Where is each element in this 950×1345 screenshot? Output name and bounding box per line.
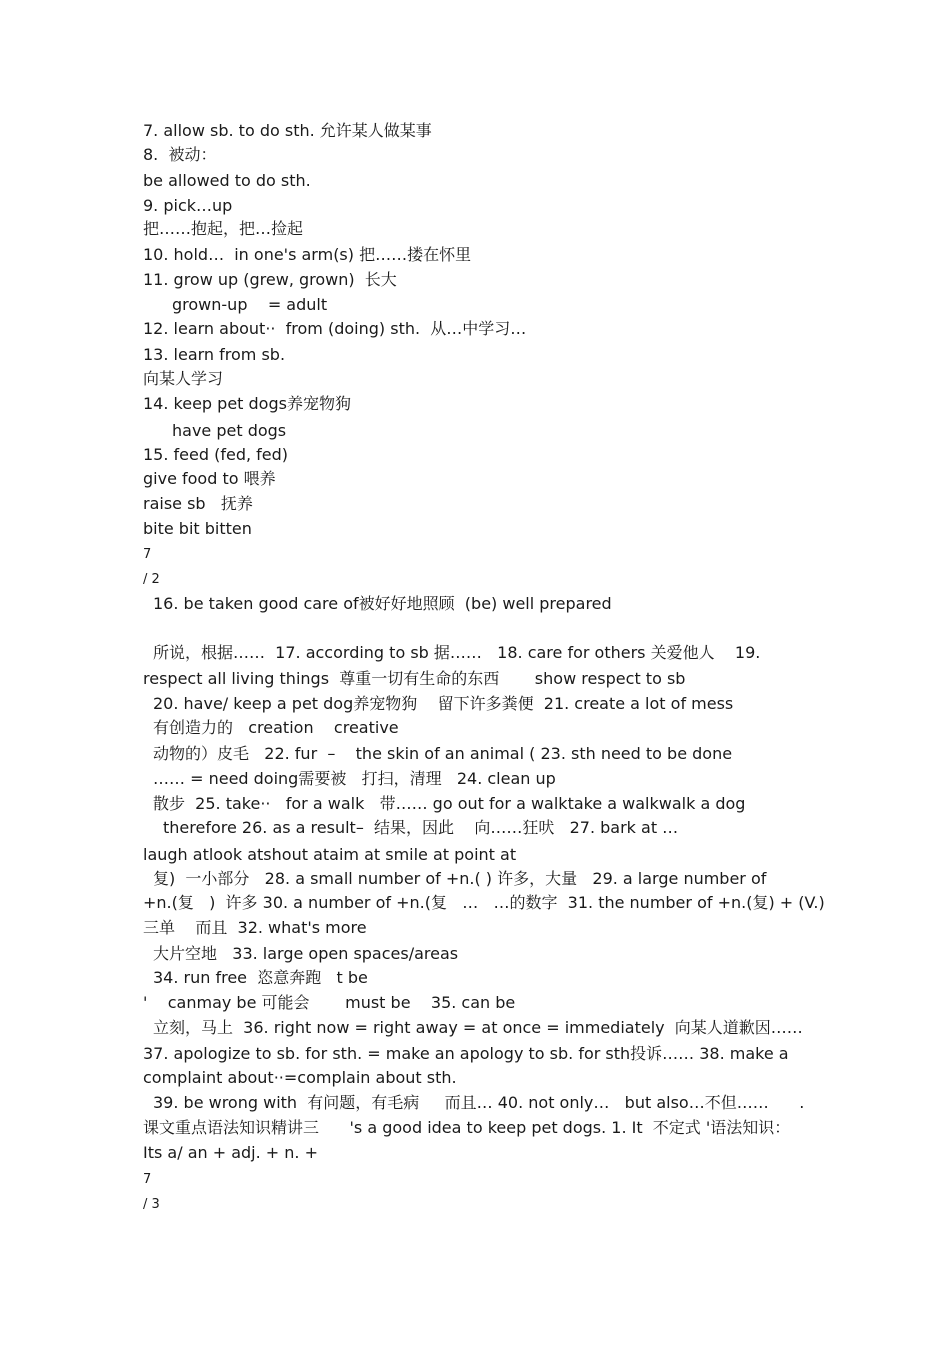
vocab-line: grown-up = adult <box>172 295 328 314</box>
vocab-line-12: 12. learn about·· from (doing) sth. 从…中学习… <box>143 319 527 338</box>
vocab-line-7: 7. allow sb. to do sth. 允许某人做某事 <box>143 121 432 140</box>
vocab-line-26-27: therefore 26. as a result– 结果，因此 向……狂吠 27. bark at … <box>163 818 679 837</box>
vocab-line: bite bit bitten <box>143 519 252 538</box>
vocab-line-24: …… = need doing需要被 打扫，清理 24. clean up <box>153 769 556 788</box>
vocab-line: 把……抱起，把…捡起 <box>143 219 304 238</box>
vocab-line: be allowed to do sth. <box>143 171 311 190</box>
vocab-line-11: 11. grow up (grew, grown) 长大 <box>143 270 397 289</box>
vocab-line-34: 34. run free 恣意奔跑 t be <box>153 968 368 987</box>
vocab-line-36: 立刻，马上 36. right now = right away = at once = immediately 向某人道歉因…… <box>153 1018 803 1037</box>
vocab-line: complaint about··=complain about sth. <box>143 1068 457 1087</box>
vocab-line-25: 散步 25. take·· for a walk 带…… go out for a walktake a walkwalk a dog <box>153 794 746 813</box>
vocab-line: 向某人学习 <box>143 369 224 388</box>
page-number: 7 <box>143 1172 152 1187</box>
page-number: / 2 <box>143 572 160 587</box>
vocab-line-35: ' canmay be 可能会 must be 35. can be <box>143 993 516 1012</box>
vocab-line-15: 15. feed (fed, fed) <box>143 445 289 464</box>
vocab-line-20-21: 20. have/ keep a pet dog养宠物狗 留下许多粪便 21. create a lot of mess <box>153 694 734 713</box>
vocab-line-14: 14. keep pet dogs养宠物狗 <box>143 394 351 413</box>
vocab-line-28-29: 复) 一小部分 28. a small number of +n.( ) 许多，大量 29. a large number of <box>153 869 767 888</box>
vocab-line-10: 10. hold… in one's arm(s) 把……搂在怀里 <box>143 245 472 264</box>
vocab-line-17-19: 所说，根据…… 17. according to sb 据…… 18. care for others 关爱他人 19. <box>153 643 761 662</box>
vocab-line: give food to 喂养 <box>143 469 276 488</box>
grammar-heading-line: 课文重点语法知识精讲三 's a good idea to keep pet dogs. 1. It 不定式 '语法知识： <box>143 1118 791 1137</box>
vocab-line: laugh atlook atshout ataim at smile at point at <box>143 845 517 864</box>
vocab-line: have pet dogs <box>172 421 287 440</box>
vocab-line: respect all living things 尊重一切有生命的东西 show respect to sb <box>143 669 686 688</box>
vocab-line: raise sb 抚养 <box>143 494 253 513</box>
vocab-line-39-40: 39. be wrong with 有问题，有毛病 而且… 40. not only… but also…不但…… . <box>153 1093 805 1112</box>
page-number: / 3 <box>143 1197 160 1212</box>
vocab-line-16: 16. be taken good care of被好好地照顾 (be) well prepared <box>153 594 612 613</box>
grammar-line: Its a/ an + adj. + n. + <box>143 1143 319 1162</box>
page-number: 7 <box>143 547 152 562</box>
vocab-line-8: 8. 被动： <box>143 145 217 164</box>
vocab-line: 有创造力的 creation creative <box>153 718 399 737</box>
vocab-line-9: 9. pick…up <box>143 196 233 215</box>
vocab-line-37-38: 37. apologize to sb. for sth. = make an apology to sb. for sth投诉…… 38. make a <box>143 1044 789 1063</box>
vocab-line-32: 三单 而且 32. what's more <box>143 918 367 937</box>
vocab-line-22-23: 动物的）皮毛 22. fur – the skin of an animal ( 23. sth need to be done <box>153 744 733 763</box>
vocab-line-13: 13. learn from sb. <box>143 345 286 364</box>
vocab-line-33: 大片空地 33. large open spaces/areas <box>153 944 459 963</box>
vocab-line-30-31: +n.(复 ) 许多 30. a number of +n.(复 … …的数字 31. the number of +n.(复) + (V.) <box>143 893 825 912</box>
